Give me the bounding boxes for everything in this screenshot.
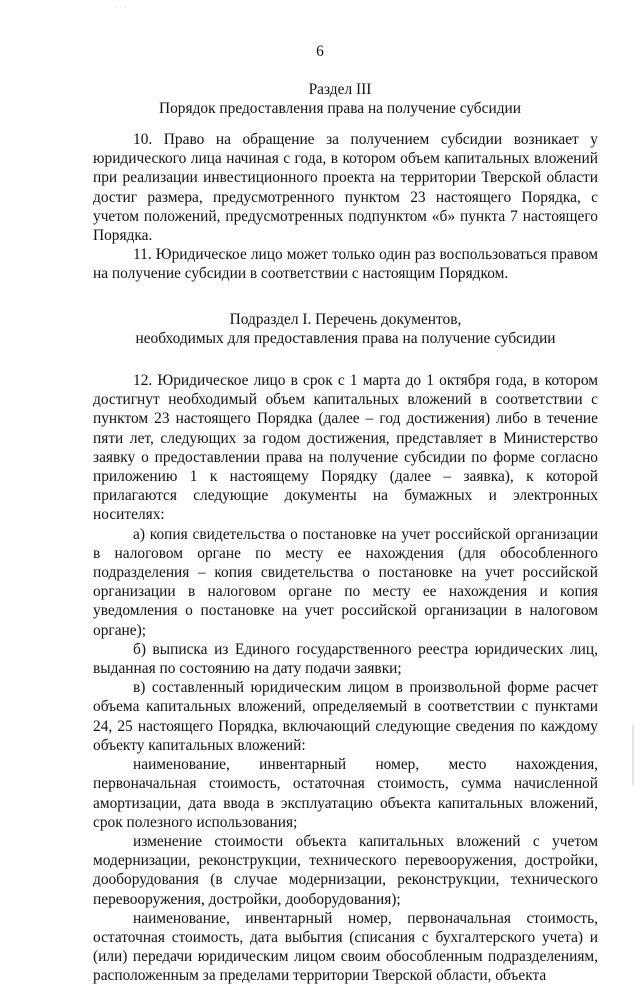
subsection-subtitle: необходимых для предоставления права на получение субсидии [135, 329, 556, 347]
section-title: Раздел III [308, 81, 372, 98]
section-subtitle: Порядок предоставления права на получение субсидии [158, 100, 522, 117]
paragraph-11: 11. Юридическое лицо может только один раз воспользоваться правом на получение субсидии в соответствии с настоящим Порядком. [93, 246, 598, 283]
item-v-detail-2: изменение стоимости объекта капитальных вложений с учетом модернизации, реконструкции, технического перевооружения, достройки, дооборудования (в случае модернизации, реконструкции, технического перевооружения, достройки, дооборудования); [93, 832, 598, 908]
item-v: в) составленный юридическим лицом в произвольной форме расчет объема капитальных вложений, определяемый в соответствии с пунктами 24, 25 настоящего Порядка, включающий следующие сведения по каждому объекту капитальных вложений: [93, 679, 598, 754]
item-a: а) копия свидетельства о постановке на учет российской организации в налоговом органе по месту ее нахождения (для обособленного подразделения – копия свидетельства о постановке на учет российской организации в налоговом органе по месту ее нахождения и копия уведомления о постановке на учет российской организации в налоговом органе); [93, 525, 598, 639]
subsection-heading [93, 310, 598, 348]
subsection-title: Подраздел I. Перечень документов, [229, 310, 462, 328]
paragraph-12: 12. Юридическое лицо в срок с 1 марта до 1 октября года, в котором достигнут необходимый объем капитальных вложений в соответствии с пунктом 23 настоящего Порядка (далее – год достижения) либо в течение пяти лет, следующих за годом достижения, представляет в Министерство заявку о предоставлении права на получение субсидии по форме согласно приложению 1 к настоящему Порядку (далее – заявка), к которой прилагаются следующие документы на бумажных и электронных носителях: [93, 372, 598, 524]
scan-artifact: · · · [115, 3, 127, 12]
document-body [93, 130, 598, 986]
item-v-detail-1: наименование, инвентарный номер, место нахождения, первоначальная стоимость, остаточная стоимость, сумма начисленной амортизации, дата ввода в эксплуатацию объекта капитальных вложений, срок полезного использования; [93, 756, 598, 831]
scan-edge-mark [632, 725, 634, 785]
item-b: б) выписка из Единого государственного реестра юридических лиц, выданная по состоянию на дату подачи заявки; [93, 640, 598, 678]
paragraph-10: 10. Право на обращение за получением субсидии возникает у юридического лица начиная с года, в котором объем капитальных вложений при реализации инвестиционного проекта на территории Тверской области достиг размера, предусмотренного пунктом 23 настоящего Порядка, с учетом положений, предусмотренных подпунктом «б» пункта 7 настоящего Порядка. [93, 131, 598, 245]
item-v-detail-3: наименование, инвентарный номер, первоначальная стоимость, остаточная стоимость, дата выбытия (списания с бухгалтерского учета) и (или) передачи юридическим лицом своим обособленным подразделениям, расположенным за пределами территории Тверской области, объекта [93, 909, 598, 985]
page-number: 6 [316, 43, 324, 60]
